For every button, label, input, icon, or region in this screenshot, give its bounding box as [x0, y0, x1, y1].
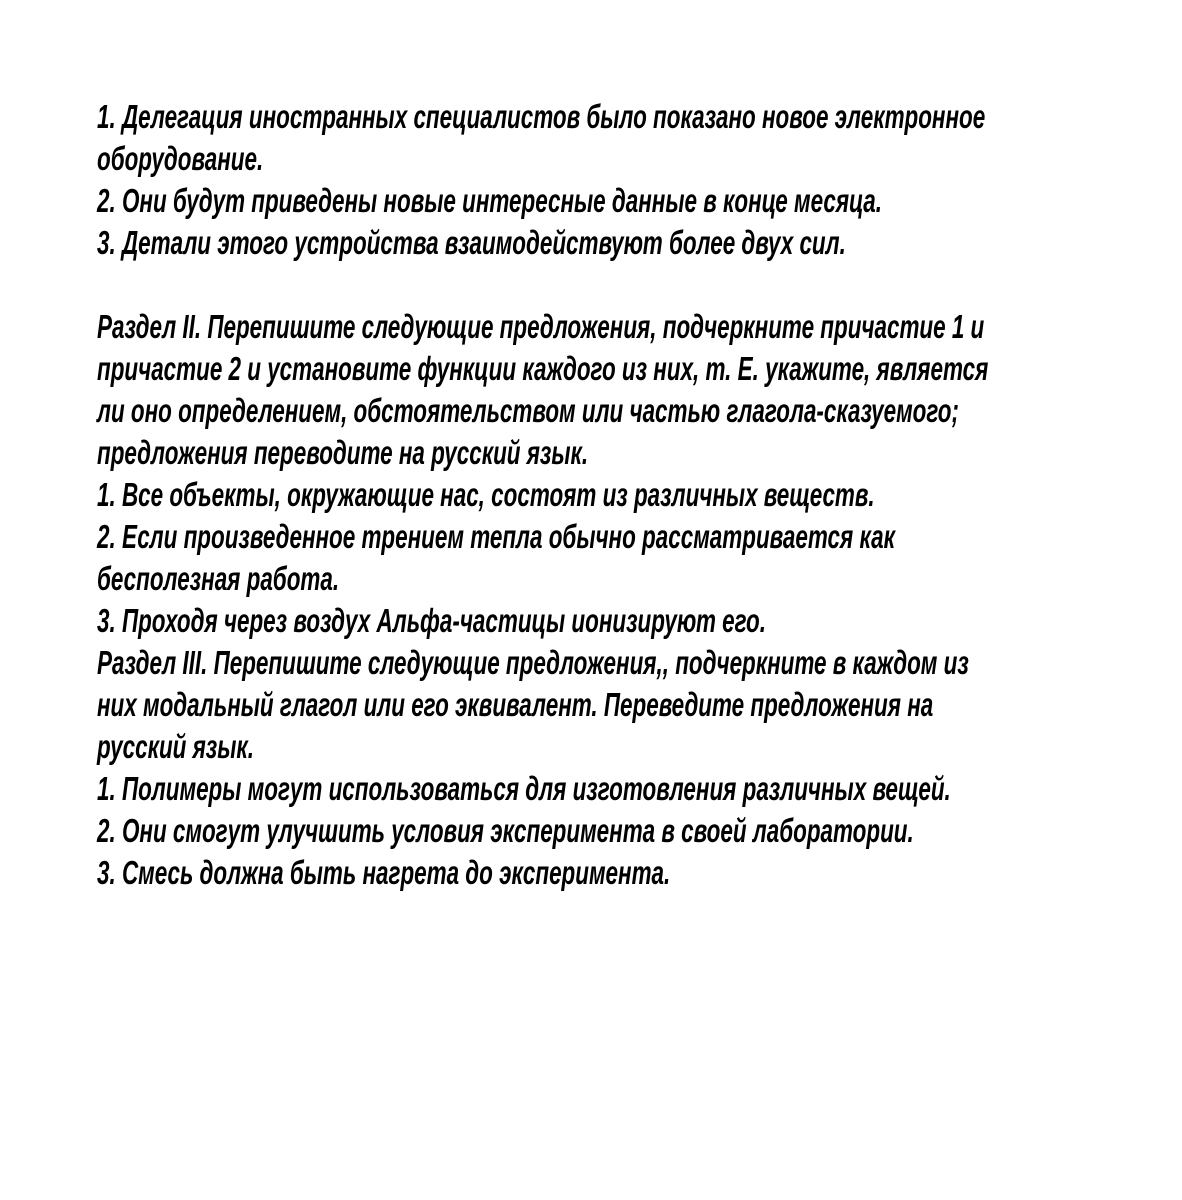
document-text-block [97, 96, 988, 894]
text-line: 3. Смесь должна быть нагрета до эксперимента. [97, 854, 671, 891]
text-line-section-2-heading: Раздел II. Перепишите следующие предложения, подчеркните причастие 1 и [97, 308, 985, 345]
text-line: них модальный глагол или его эквивалент. Переведите предложения на [97, 686, 934, 723]
text-line: 1. Делегация иностранных специалистов было показано новое электронное [97, 98, 986, 135]
text-line: 3. Детали этого устройства взаимодействуют более двух сил. [97, 224, 846, 261]
text-line: ли оно определением, обстоятельством или частью глагола-сказуемого; [97, 392, 959, 429]
text-line: русский язык. [97, 728, 255, 765]
text-line: оборудование. [97, 140, 264, 177]
text-line: причастие 2 и установите функции каждого из них, т. Е. укажите, является [97, 350, 989, 387]
text-line: 1. Полимеры могут использоваться для изготовления различных вещей. [97, 770, 951, 807]
text-line: 2. Если произведенное трением тепла обычно рассматривается как [97, 518, 895, 555]
text-line: бесполезная работа. [97, 560, 340, 597]
text-line: 1. Все объекты, окружающие нас, состоят из различных веществ. [97, 476, 875, 513]
blank-line [97, 264, 988, 306]
text-line-section-3-heading: Раздел III. Перепишите следующие предложения,, подчеркните в каждом из [97, 644, 969, 681]
text-line: 3. Проходя через воздух Альфа-частицы ионизируют его. [97, 602, 766, 639]
text-line: 2. Они смогут улучшить условия эксперимента в своей лаборатории. [97, 812, 914, 849]
text-line: предложения переводите на русский язык. [97, 434, 589, 471]
text-line: 2. Они будут приведены новые интересные данные в конце месяца. [97, 182, 882, 219]
